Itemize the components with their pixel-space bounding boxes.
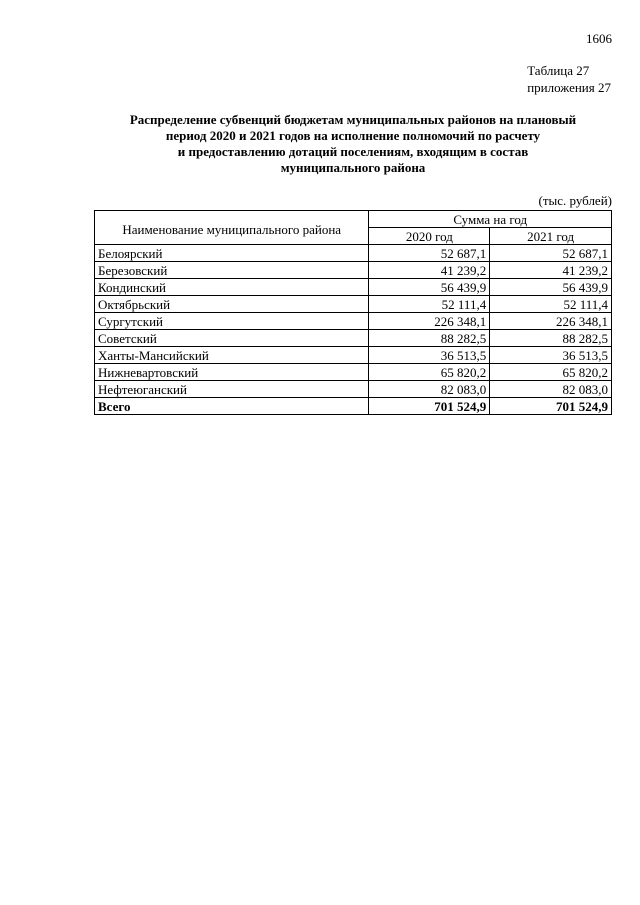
- table-caption-line: приложения 27: [527, 80, 611, 95]
- district-name-cell: Нефтеюганский: [95, 381, 369, 398]
- district-name-cell: Березовский: [95, 262, 369, 279]
- district-name-cell: Сургутский: [95, 313, 369, 330]
- value-2020-cell: 65 820,2: [369, 364, 490, 381]
- value-2020-cell: 701 524,9: [369, 398, 490, 415]
- table-caption: [527, 62, 611, 96]
- table-total-row: [95, 398, 612, 415]
- units-label: (тыс. рублей): [538, 193, 612, 208]
- district-name-cell: Нижневартовский: [95, 364, 369, 381]
- table-row: [95, 381, 612, 398]
- document-title-line: и предоставлению дотаций поселениям, входящим в состав: [177, 144, 529, 159]
- table-caption-line: Таблица 27: [527, 63, 590, 78]
- value-2020-cell: 226 348,1: [369, 313, 490, 330]
- table-body: [95, 245, 612, 415]
- value-2021-cell: 56 439,9: [490, 279, 612, 296]
- value-2021-cell: 52 687,1: [490, 245, 612, 262]
- value-2020-cell: 52 687,1: [369, 245, 490, 262]
- value-2021-cell: 82 083,0: [490, 381, 612, 398]
- table-header-row: [95, 211, 612, 228]
- district-name-cell: Ханты-Мансийский: [95, 347, 369, 364]
- value-2020-cell: 41 239,2: [369, 262, 490, 279]
- value-2021-cell: 41 239,2: [490, 262, 612, 279]
- column-header-2020: 2020 год: [369, 228, 490, 245]
- value-2021-cell: 36 513,5: [490, 347, 612, 364]
- table-row: [95, 330, 612, 347]
- value-2021-cell: 52 111,4: [490, 296, 612, 313]
- value-2021-cell: 701 524,9: [490, 398, 612, 415]
- document-title: [80, 112, 626, 176]
- value-2020-cell: 36 513,5: [369, 347, 490, 364]
- table-row: [95, 313, 612, 330]
- column-header-2021: 2021 год: [490, 228, 612, 245]
- district-name-cell: Октябрьский: [95, 296, 369, 313]
- district-name-cell: Кондинский: [95, 279, 369, 296]
- column-header-district: Наименование муниципального района: [95, 211, 369, 245]
- document-title-line: муниципального района: [280, 160, 426, 175]
- column-header-sum: Сумма на год: [369, 211, 612, 228]
- table-row: [95, 296, 612, 313]
- document-title-line: Распределение субвенций бюджетам муниципальных районов на плановый: [129, 112, 577, 127]
- document-title-line: период 2020 и 2021 годов на исполнение полномочий по расчету: [165, 128, 541, 143]
- value-2021-cell: 226 348,1: [490, 313, 612, 330]
- value-2020-cell: 52 111,4: [369, 296, 490, 313]
- table-row: [95, 262, 612, 279]
- district-name-cell: Советский: [95, 330, 369, 347]
- district-name-cell: Всего: [95, 398, 369, 415]
- value-2020-cell: 82 083,0: [369, 381, 490, 398]
- table-row: [95, 347, 612, 364]
- value-2021-cell: 88 282,5: [490, 330, 612, 347]
- table-row: [95, 245, 612, 262]
- table-row: [95, 364, 612, 381]
- value-2020-cell: 88 282,5: [369, 330, 490, 347]
- subvention-table: [94, 210, 612, 415]
- table-row: [95, 279, 612, 296]
- value-2020-cell: 56 439,9: [369, 279, 490, 296]
- district-name-cell: Белоярский: [95, 245, 369, 262]
- page-number: 1606: [586, 31, 612, 46]
- value-2021-cell: 65 820,2: [490, 364, 612, 381]
